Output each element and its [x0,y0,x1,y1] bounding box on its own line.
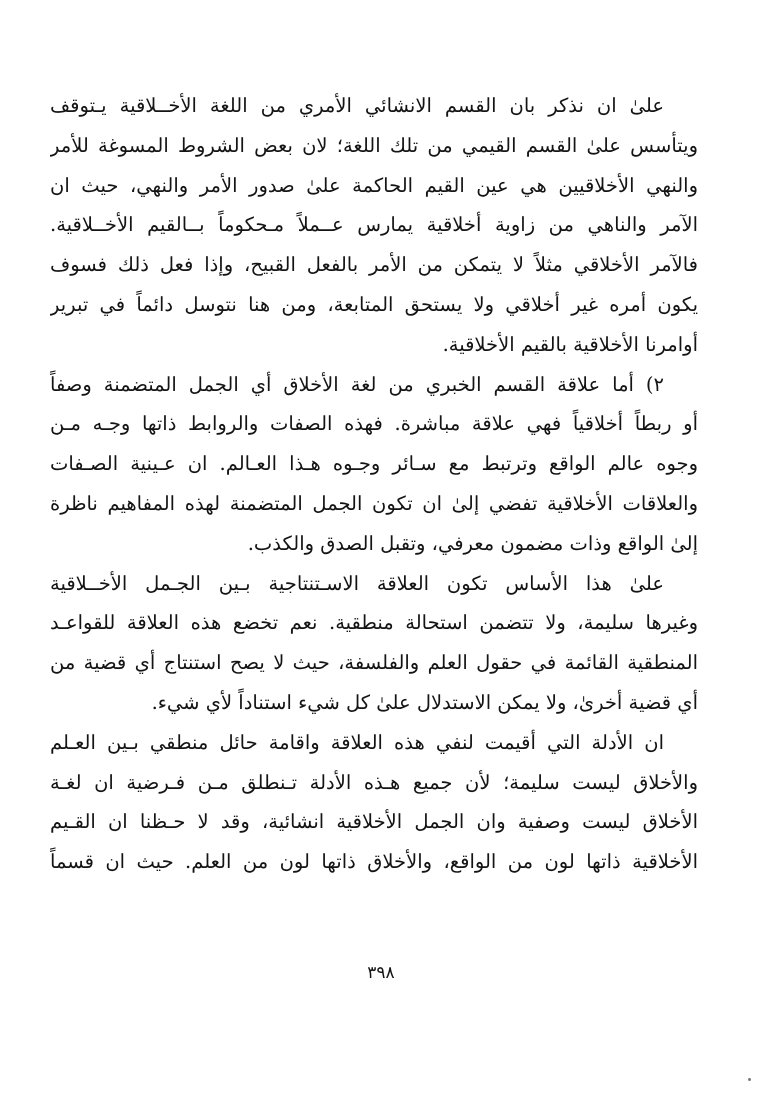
text-line: ٢) أما علاقة القسم الخبري من لغة الأخلاق أي الجمل المتضمنة وصفاً [50,372,664,396]
text-line: والنهي الأخلاقيين هي عين القيم الحاكمة علىٰ صدور الأمر والنهي، حيث ان [50,173,698,197]
text-line: أو ربطاً أخلاقياً فهي علاقة مباشرة. فهذه الصفات والروابط ذاتها وجـه مـن [50,412,698,436]
text-line: الأخلاقية ذاتها لون من الواقع، والأخلاق ذاتها لون من العلم. حيث ان قسماً [50,850,698,874]
text-line: فالآمر الأخلاقي مثلاً لا يتمكن من الأمر بالفعل القبيح، وإذا فعل ذلك فسوف [50,253,698,277]
text-line: ان الأدلة التي أقيمت لنفي هذه العلاقة واقامة حائل منطقي بـين العـلم [50,730,664,754]
scan-speck [748,1078,751,1081]
text-line: المنطقية القائمة في حقول العلم والفلسفة، حيث لا يصح استنتاج أي قضية من [50,651,698,675]
text-line: الآمر والناهي من زاوية أخلاقية يمارس عــملاً مـحكوماً بــالقيم الأخــلاقية. [50,213,698,237]
text-line: والعلاقات الأخلاقية تفضي إلىٰ ان تكون الجمل المتضمنة لهذه المفاهيم ناظرة [50,491,698,515]
text-line: يكون أمره غير أخلاقي ولا يستحق المتابعة، ومن هنا نتوسل دائماً في تبرير [50,292,698,316]
text-line: أي قضية أخرىٰ، ولا يمكن الاستدلال علىٰ كل شيء استناداً لأي شيء. [151,690,698,714]
text-line: وجوه عالم الواقع وترتبط مع سـائر وجـوه هـذا العـالم. ان عـينية الصـفات [50,452,698,476]
text-line: وغيرها سليمة، ولا تتضمن استحالة منطقية. نعم تخضع هذه العلاقة للقواعـد [50,611,698,635]
paragraph-3 [50,564,698,723]
paragraph-4 [50,723,698,882]
text-line: الأخلاق ليست وصفية وان الجمل الأخلاقية انشائية، وقد لا حـظنا ان القـيم [50,810,698,834]
page-number: ٣٩٨ [367,963,395,983]
text-line: ويتأسس علىٰ القسم القيمي من تلك اللغة؛ لان بعض الشروط المسوغة للأمر [50,133,698,157]
text-line: علىٰ هذا الأساس تكون العلاقة الاسـتنتاجية بـين الجـمل الأخــلاقية [50,571,664,595]
paragraph-2 [50,365,698,564]
text-line: إلىٰ الواقع وذات مضمون معرفي، وتقبل الصدق والكذب. [247,531,698,555]
paragraph-1 [50,86,698,365]
text-line: أوامرنا الأخلاقية بالقيم الأخلاقية. [442,332,698,356]
body-text [50,86,698,882]
text-line: علىٰ ان نذكر بان القسم الانشائي الأمري من اللغة الأخــلاقية يـتوقف [50,94,664,117]
text-line: والأخلاق ليست سليمة؛ لأن جميع هـذه الأدلة تـنطلق مـن فـرضية ان لغـة [50,770,698,794]
